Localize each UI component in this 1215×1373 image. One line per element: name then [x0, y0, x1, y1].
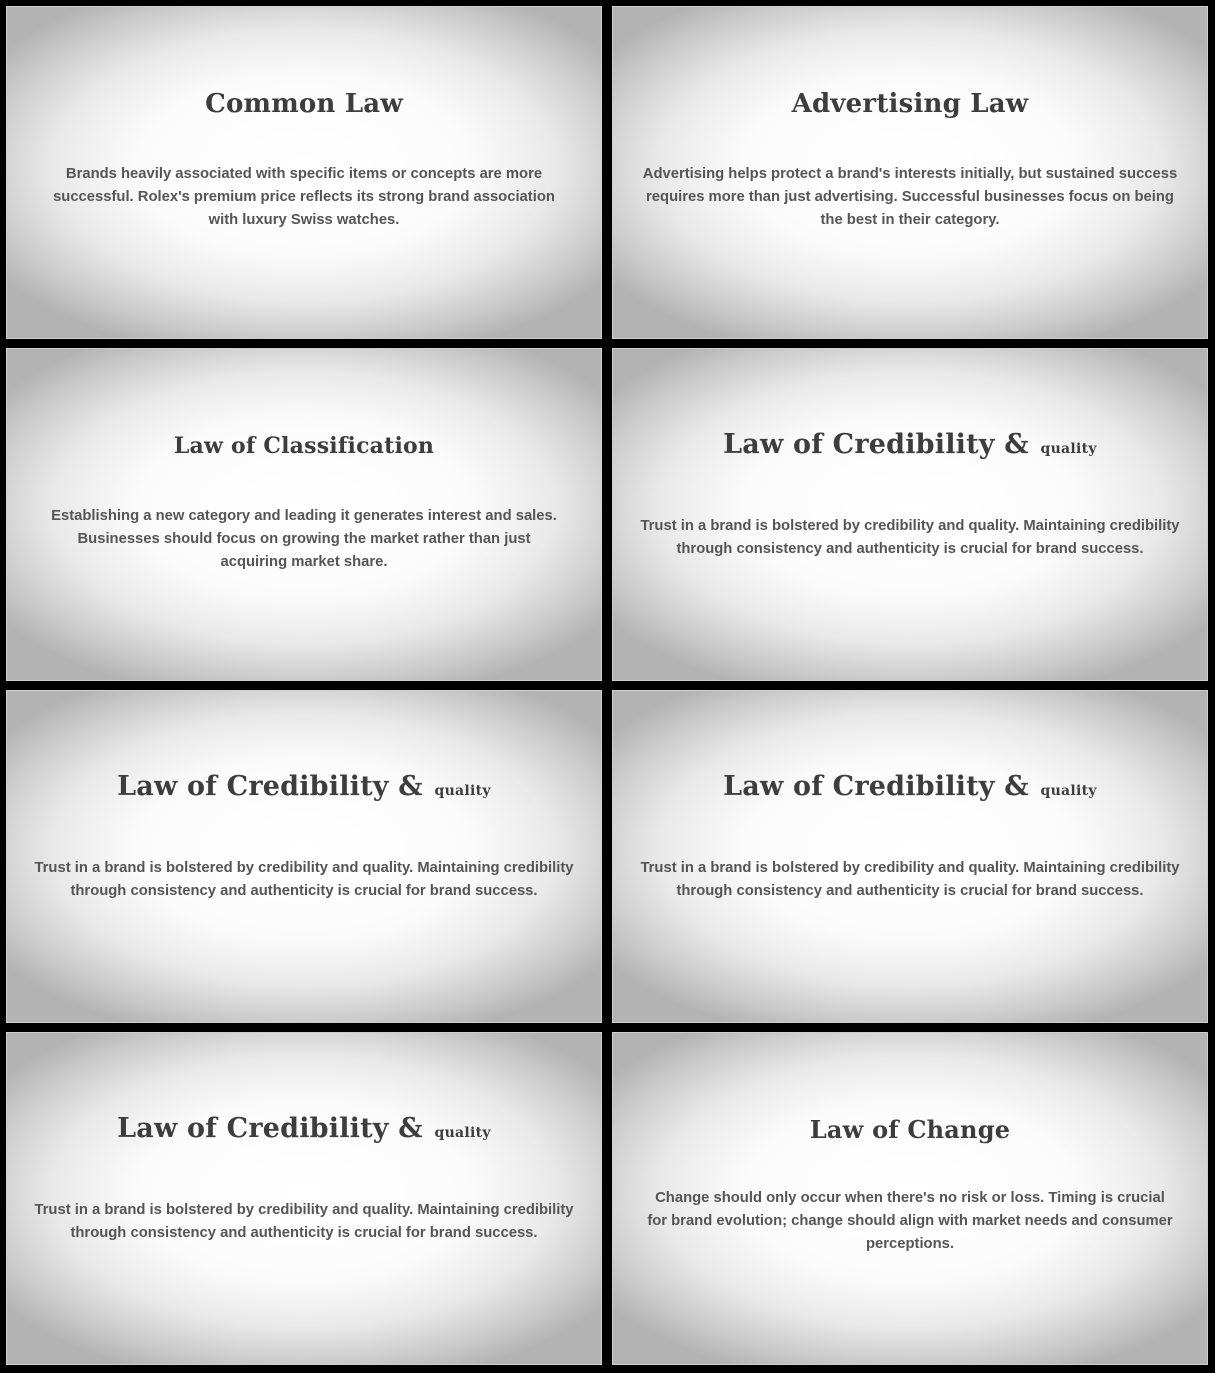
slide-title-suffix: quality: [1040, 441, 1097, 457]
slide-title-text: Law of Credibility &: [723, 771, 1029, 802]
slide-body: Trust in a brand is bolstered by credibility and quality. Maintaining credibility through consistency and authenticity is crucial for brand success.: [34, 860, 574, 899]
slide-title-suffix: quality: [1040, 783, 1097, 799]
slide-body: Brands heavily associated with specific items or concepts are more successful. Rolex's premium price reflects its strong brand association with luxury Swiss watches.: [53, 166, 555, 228]
slide-title-suffix: quality: [434, 1125, 491, 1141]
slide-law-of-credibility-quality[interactable]: [6, 1032, 602, 1365]
slide-law-of-credibility-quality[interactable]: [612, 348, 1208, 681]
slide-law-of-change[interactable]: [612, 1032, 1208, 1365]
slide-title-text: Law of Classification: [173, 433, 435, 459]
slide-common-law[interactable]: [6, 6, 602, 339]
slide-title: [613, 771, 1207, 802]
slide-law-of-credibility-quality[interactable]: [6, 690, 602, 1023]
slide-title: [613, 1115, 1207, 1144]
slide-title: [7, 433, 601, 459]
slide-title-text: Common Law: [205, 89, 403, 119]
slide-body: Trust in a brand is bolstered by credibility and quality. Maintaining credibility through consistency and authenticity is crucial for brand success.: [34, 1202, 574, 1241]
slide-title: [7, 1113, 601, 1144]
slide-title-text: Law of Change: [809, 1115, 1011, 1144]
slide-title-text: Advertising Law: [791, 89, 1029, 119]
slide-body: Change should only occur when there's no risk or loss. Timing is crucial for brand evolution; change should align with market needs and consumer perceptions.: [647, 1190, 1173, 1252]
slide-body: Trust in a brand is bolstered by credibility and quality. Maintaining credibility through consistency and authenticity is crucial for brand success.: [640, 518, 1180, 557]
slide-title: [7, 771, 601, 802]
slide-title-text: Law of Credibility &: [117, 771, 423, 802]
slide-title-text: Law of Credibility &: [723, 429, 1029, 460]
slide-title-suffix: quality: [434, 783, 491, 799]
slide-law-of-classification[interactable]: [6, 348, 602, 681]
slide-title-text: Law of Credibility &: [117, 1113, 423, 1144]
slide-body: Trust in a brand is bolstered by credibility and quality. Maintaining credibility through consistency and authenticity is crucial for brand success.: [640, 860, 1180, 899]
slide-title: [7, 89, 601, 119]
slide-body: Advertising helps protect a brand's interests initially, but sustained success requires more than just advertising. Successful businesses focus on being the best in their category.: [642, 166, 1178, 228]
slide-law-of-credibility-quality[interactable]: [612, 690, 1208, 1023]
slide-title: [613, 429, 1207, 460]
slide-body: Establishing a new category and leading it generates interest and sales. Businesses should focus on growing the market rather than just acquiring market share.: [51, 508, 557, 570]
slide-title: [613, 89, 1207, 119]
slide-advertising-law[interactable]: [612, 6, 1208, 339]
